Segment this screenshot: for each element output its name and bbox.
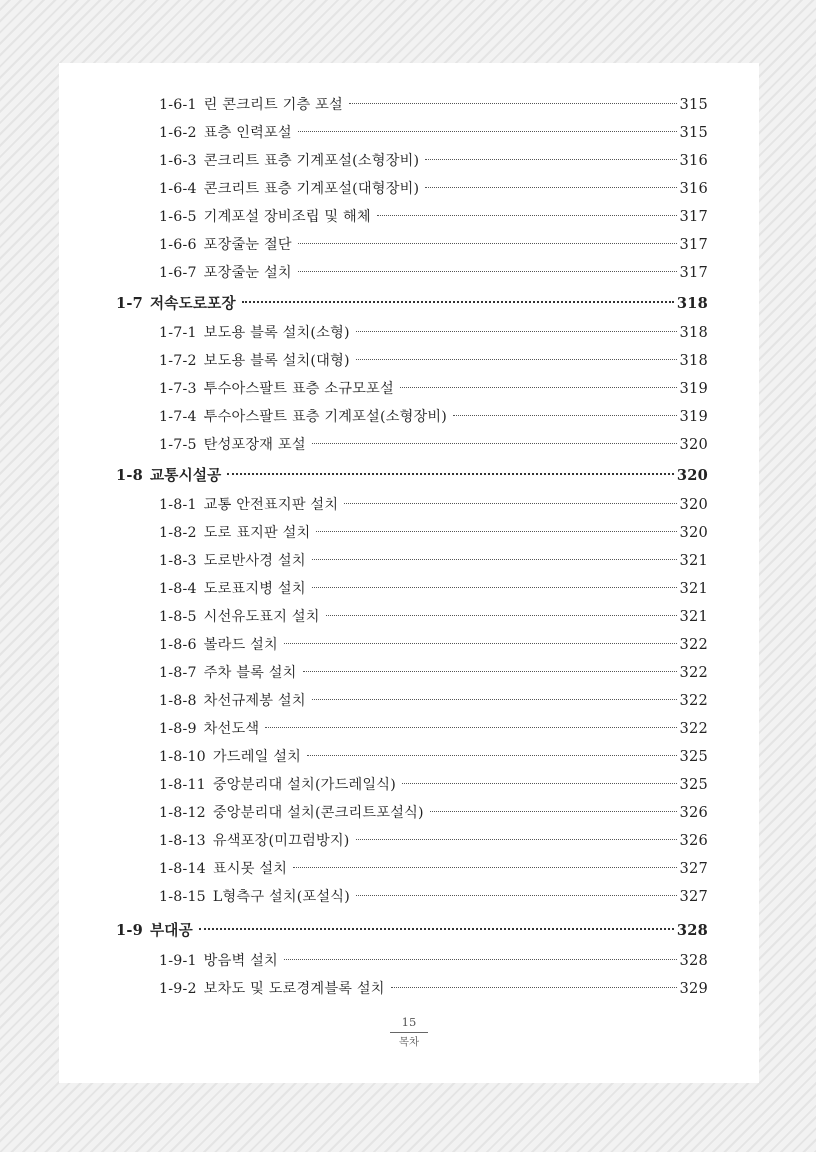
toc-entry-1-6-6[interactable] [159,231,708,259]
dot-leader [293,867,676,868]
page-footer [59,1015,759,1049]
toc-entry-number: 1-6-4 [159,181,197,197]
toc-entry-title: 방음벽 설치 [203,953,278,969]
toc-entry-title: 차선규제봉 설치 [203,693,306,709]
toc-entry-1-8-5[interactable] [159,603,708,631]
dot-leader [298,131,677,132]
dot-leader [349,103,677,104]
toc-entry-number: 1-8-10 [159,749,206,765]
toc-section-title: 교통시설공 [149,467,222,484]
toc-entry-page: 315 [679,96,708,113]
toc-entry-1-7-3[interactable] [159,375,708,403]
toc-entry-1-8-9[interactable] [159,715,708,743]
toc-entry-title: L형측구 설치(포설식) [212,889,350,905]
dot-leader [303,671,677,672]
toc-entry-page: 315 [679,124,708,141]
toc-entry-title: 도로 표지판 설치 [203,525,311,541]
dot-leader [356,839,677,840]
toc-entry-title: 기계포설 장비조립 및 해체 [203,209,371,225]
toc-entry-1-8-15[interactable] [159,883,708,911]
toc-entry-title: 도로반사경 설치 [203,553,306,569]
toc-entry-page: 322 [679,664,708,681]
toc-entry-1-6-4[interactable] [159,175,708,203]
toc-entry-page: 317 [679,208,708,225]
dot-leader [265,727,676,728]
toc-entry-number: 1-7-4 [159,409,197,425]
toc-section-1-9[interactable] [116,917,708,945]
toc-entry-page: 318 [679,324,708,341]
toc-entry-number: 1-6-1 [159,97,197,113]
toc-section-number: 1-9 [116,922,143,939]
toc-entry-title: 보차도 및 도로경계블록 설치 [203,981,385,997]
toc-entry-page: 317 [679,236,708,253]
toc-entry-number: 1-8-5 [159,609,197,625]
toc-entry-page: 318 [679,352,708,369]
toc-entry-1-6-3[interactable] [159,147,708,175]
toc-entry-page: 327 [679,860,708,877]
dot-leader [430,811,677,812]
toc-entry-1-8-1[interactable] [159,491,708,519]
toc-section-1-8[interactable] [116,462,708,490]
footer-divider [390,1032,428,1033]
toc-section-title: 저속도로포장 [149,295,236,312]
toc-entry-page: 321 [679,580,708,597]
toc-entry-number: 1-8-12 [159,805,206,821]
toc-entry-page: 320 [679,524,708,541]
toc-entry-1-8-14[interactable] [159,855,708,883]
toc-entry-number: 1-6-7 [159,265,197,281]
dot-leader [377,215,677,216]
toc-entry-number: 1-8-3 [159,553,197,569]
dot-leader [312,559,677,560]
toc-entry-1-8-10[interactable] [159,743,708,771]
toc-section-1-7[interactable] [116,290,708,318]
dot-leader [400,387,677,388]
toc-entry-1-8-3[interactable] [159,547,708,575]
toc-entry-1-8-11[interactable] [159,771,708,799]
dot-leader [425,159,676,160]
toc-entry-number: 1-8-4 [159,581,197,597]
dot-leader [356,331,677,332]
toc-entry-1-8-6[interactable] [159,631,708,659]
dot-leader [298,243,677,244]
dot-leader [307,755,676,756]
toc-entry-title: 도로표지병 설치 [203,581,306,597]
toc-entry-number: 1-8-11 [159,777,206,793]
toc-entry-1-8-7[interactable] [159,659,708,687]
toc-section-number: 1-7 [116,295,143,312]
toc-entry-title: 콘크리트 표층 기계포설(소형장비) [203,153,420,169]
toc-entry-page: 320 [679,496,708,513]
toc-entry-number: 1-9-1 [159,953,197,969]
toc-entry-page: 325 [679,776,708,793]
toc-entry-1-7-2[interactable] [159,347,708,375]
dot-leader [284,643,677,644]
toc-entry-title: 표시못 설치 [212,861,288,877]
toc-section-title: 부대공 [149,922,193,939]
toc-entry-number: 1-7-5 [159,437,197,453]
dot-leader [344,503,676,504]
dot-leader [312,587,677,588]
toc-entry-title: 투수아스팔트 표층 소규모포설 [203,381,394,397]
toc-entry-title: 볼라드 설치 [203,637,278,653]
toc-entry-1-7-5[interactable] [159,431,708,459]
toc-entry-number: 1-7-1 [159,325,197,341]
toc-entry-page: 316 [679,152,708,169]
toc-entry-number: 1-8-6 [159,637,197,653]
toc-entry-page: 326 [679,832,708,849]
toc-entry-number: 1-6-5 [159,209,197,225]
document-page [59,63,759,1083]
toc-entry-number: 1-8-2 [159,525,197,541]
toc-entry-title: 보도용 블록 설치(소형) [203,325,350,341]
toc-entry-number: 1-8-14 [159,861,206,877]
toc-entry-page: 322 [679,720,708,737]
toc-entry-number: 1-7-3 [159,381,197,397]
toc-entry-page: 327 [679,888,708,905]
toc-entry-page: 320 [679,436,708,453]
dot-leader [227,473,673,475]
toc-entry-page: 322 [679,692,708,709]
toc-entry-1-7-1[interactable] [159,319,708,347]
toc-section-number: 1-8 [116,467,143,484]
toc-entry-number: 1-6-2 [159,125,197,141]
toc-entry-title: 시선유도표지 설치 [203,609,320,625]
toc-entry-page: 322 [679,636,708,653]
dot-leader [356,359,677,360]
toc-entry-title: 투수아스팔트 표층 기계포설(소형장비) [203,409,448,425]
dot-leader [312,443,677,444]
footer-label: 목차 [398,1036,420,1048]
toc-entry-title: 가드레일 설치 [212,749,302,765]
toc-entry-number: 1-6-3 [159,153,197,169]
dot-leader [402,783,677,784]
toc-entry-title: 중앙분리대 설치(가드레일식) [212,777,396,793]
toc-entry-number: 1-6-6 [159,237,197,253]
toc-entry-page: 319 [679,380,708,397]
toc-section-page: 328 [676,922,708,939]
toc-entry-number: 1-8-7 [159,665,197,681]
toc-entry-number: 1-8-9 [159,721,197,737]
toc-entry-1-9-1[interactable] [159,947,708,975]
toc-entry-page: 326 [679,804,708,821]
toc-entry-page: 325 [679,748,708,765]
toc-entry-1-7-4[interactable] [159,403,708,431]
toc-entry-title: 주차 블록 설치 [203,665,297,681]
toc-entry-number: 1-7-2 [159,353,197,369]
toc-entry-title: 린 콘크리트 기층 포설 [203,97,343,113]
toc-entry-1-8-12[interactable] [159,799,708,827]
toc-entry-title: 교통 안전표지판 설치 [203,497,339,513]
toc-entry-1-8-4[interactable] [159,575,708,603]
toc-entry-page: 329 [679,980,708,997]
dot-leader [298,271,677,272]
toc-entry-title: 유색포장(미끄럼방지) [212,833,350,849]
dot-leader [199,928,674,930]
toc-entry-1-8-13[interactable] [159,827,708,855]
toc-entry-title: 중앙분리대 설치(콘크리트포설식) [212,805,424,821]
dot-leader [326,615,677,616]
toc-entry-title: 탄성포장재 포설 [203,437,306,453]
toc-entry-title: 콘크리트 표층 기계포설(대형장비) [203,181,420,197]
dot-leader [312,699,677,700]
toc-entry-1-8-2[interactable] [159,519,708,547]
dot-leader [284,959,677,960]
toc-entry-title: 차선도색 [203,721,260,737]
toc-entry-page: 319 [679,408,708,425]
toc-entry-page: 317 [679,264,708,281]
toc-section-page: 318 [676,295,708,312]
toc-entry-title: 표층 인력포설 [203,125,292,141]
dot-leader [316,531,676,532]
toc-entry-number: 1-8-8 [159,693,197,709]
toc-entry-1-9-2[interactable] [159,975,708,1003]
toc-entry-number: 1-8-15 [159,889,206,905]
dot-leader [242,301,674,303]
toc-entry-1-8-8[interactable] [159,687,708,715]
toc-entry-page: 316 [679,180,708,197]
toc-entry-number: 1-8-13 [159,833,206,849]
toc-entry-page: 321 [679,608,708,625]
toc-entry-1-6-2[interactable] [159,119,708,147]
toc-section-page: 320 [676,467,708,484]
page-number: 15 [401,1015,417,1029]
toc-entry-number: 1-9-2 [159,981,197,997]
toc-entry-1-6-7[interactable] [159,259,708,287]
dot-leader [453,415,676,416]
toc-entry-1-6-1[interactable] [159,91,708,119]
toc-entry-title: 포장줄눈 절단 [203,237,292,253]
toc-entry-number: 1-8-1 [159,497,197,513]
dot-leader [425,187,676,188]
toc-entry-title: 보도용 블록 설치(대형) [203,353,350,369]
toc-entry-1-6-5[interactable] [159,203,708,231]
toc-entry-title: 포장줄눈 설치 [203,265,292,281]
dot-leader [391,987,677,988]
dot-leader [356,895,677,896]
toc-entry-page: 321 [679,552,708,569]
toc-entry-page: 328 [679,952,708,969]
